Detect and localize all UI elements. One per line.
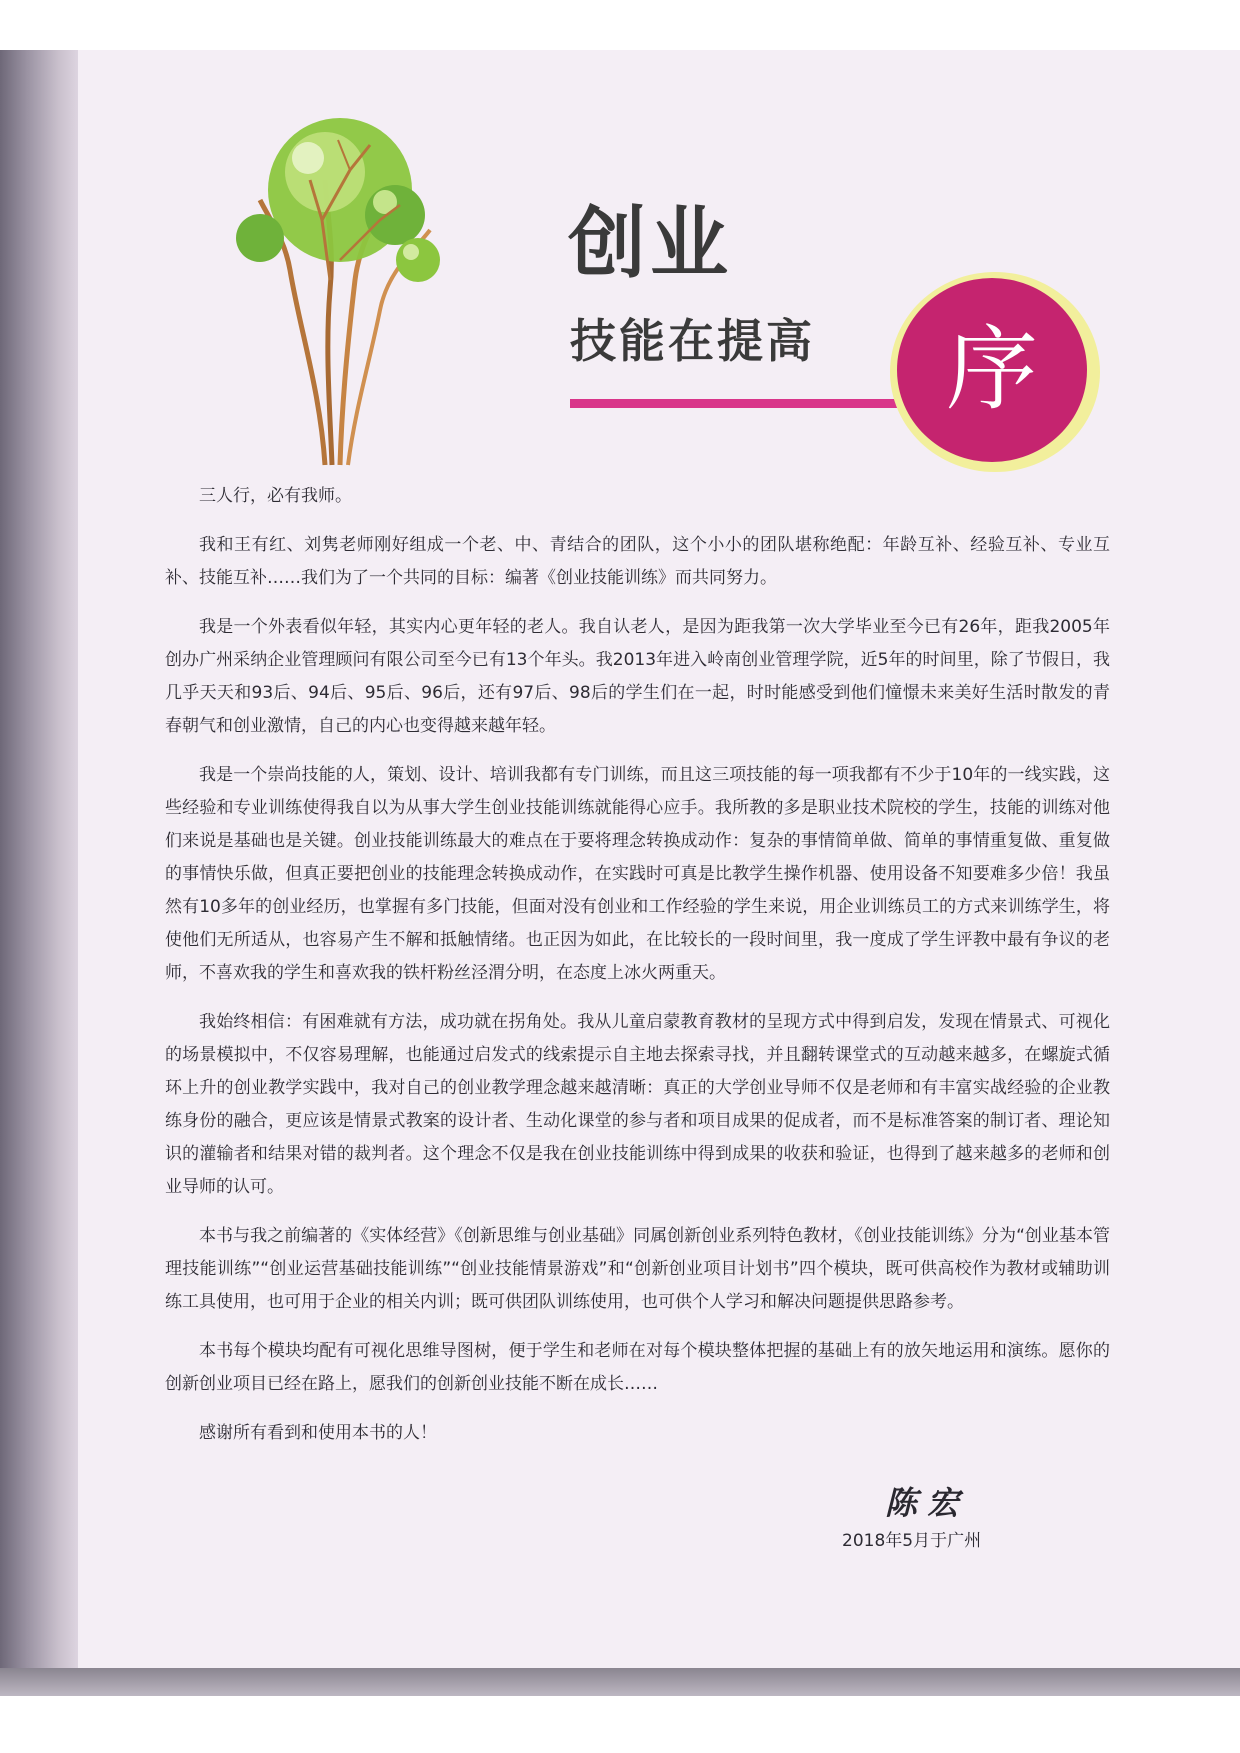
title-underline: [570, 399, 915, 408]
binding-gutter: [0, 50, 78, 1680]
paragraph: 我是一个崇尚技能的人，策划、设计、培训我都有专门训练，而且这三项技能的每一项我都有不少于10年的一线实践，这些经验和专业训练使得我自以为从事大学生创业技能训练就能得心应手。我所教的多是职业技术院校的学生，技能的训练对他们来说是基础也是关键。创业技能训练最大的难点在于要将理念转换成动作：复杂的事情简单做、简单的事情重复做、重复做的事情快乐做，但真正要把创业的技能理念转换成动作，在实践时可真是比教学生操作机器、使用设备不知要难多少倍！我虽然有10多年的创业经历，也掌握有多门技能，但面对没有创业和工作经验的学生来说，用企业训练员工的方式来训练学生，将使他们无所适从，也容易产生不解和抵触情绪。也正因为如此，在比较长的一段时间里，我一度成了学生评教中最有争议的老师，不喜欢我的学生和喜欢我的铁杆粉丝泾渭分明，在态度上冰火两重天。: [165, 765, 1110, 983]
paragraph: 感谢所有看到和使用本书的人！: [199, 1423, 437, 1443]
preface-badge-label: 序: [945, 316, 1038, 423]
paragraph: 本书每个模块均配有可视化思维导图树，便于学生和老师在对每个模块整体把握的基础上有的放矢地运用和演练。愿你的创新创业项目已经在路上，愿我们的创新创业技能不断在成长……: [165, 1341, 1110, 1394]
preface-body: [165, 480, 1110, 1466]
scan-edge: [0, 1668, 1240, 1696]
author-signature: 陈宏: [885, 1484, 970, 1522]
title-main: 创业: [568, 199, 733, 289]
paragraph: 我和王有红、刘隽老师刚好组成一个老、中、青结合的团队，这个小小的团队堪称绝配：年龄互补、经验互补、专业互补、技能互补……我们为了一个共同的目标：编著《创业技能训练》而共同努力。: [165, 535, 1110, 588]
preface-badge: [897, 278, 1087, 462]
paragraph: 我是一个外表看似年轻，其实内心更年轻的老人。我自认老人，是因为距我第一次大学毕业至今已有26年，距我2005年创办广州采纳企业管理顾问有限公司至今已有13个年头。我2013年进入岭南创业管理学院，近5年的时间里，除了节假日，我几乎天天和93后、94后、95后、96后，还有97后、98后的学生们在一起，时时能感受到他们憧憬未来美好生活时散发的青春朝气和创业激情，自己的内心也变得越来越年轻。: [165, 617, 1110, 736]
paragraph: 本书与我之前编著的《实体经营》《创新思维与创业基础》同属创新创业系列特色教材，《创业技能训练》分为“创业基本管理技能训练”“创业运营基础技能训练”“创业技能情景游戏”和“创新创业项目计划书”四个模块，既可供高校作为教材或辅助训练工具使用，也可用于企业的相关内训；既可供团队训练使用，也可供个人学习和解决问题提供思路参考。: [165, 1226, 1110, 1312]
tree-icon: [230, 110, 460, 470]
paragraph: 三人行，必有我师。: [199, 486, 352, 506]
title-subtitle: 技能在提高: [570, 314, 815, 368]
signature-date: 2018年5月于广州: [842, 1531, 982, 1551]
paragraph: 我始终相信：有困难就有方法，成功就在拐角处。我从儿童启蒙教育教材的呈现方式中得到启发，发现在情景式、可视化的场景模拟中，不仅容易理解，也能通过启发式的线索提示自主地去探索寻找，并且翻转课堂式的互动越来越多，在螺旋式循环上升的创业教学实践中，我对自己的创业教学理念越来越清晰：真正的大学创业导师不仅是老师和有丰富实战经验的企业教练身份的融合，更应该是情景式教案的设计者、生动化课堂的参与者和项目成果的促成者，而不是标准答案的制订者、理论知识的灌输者和结果对错的裁判者。这个理念不仅是我在创业技能训练中得到成果的收获和验证，也得到了越来越多的老师和创业导师的认可。: [165, 1012, 1110, 1197]
